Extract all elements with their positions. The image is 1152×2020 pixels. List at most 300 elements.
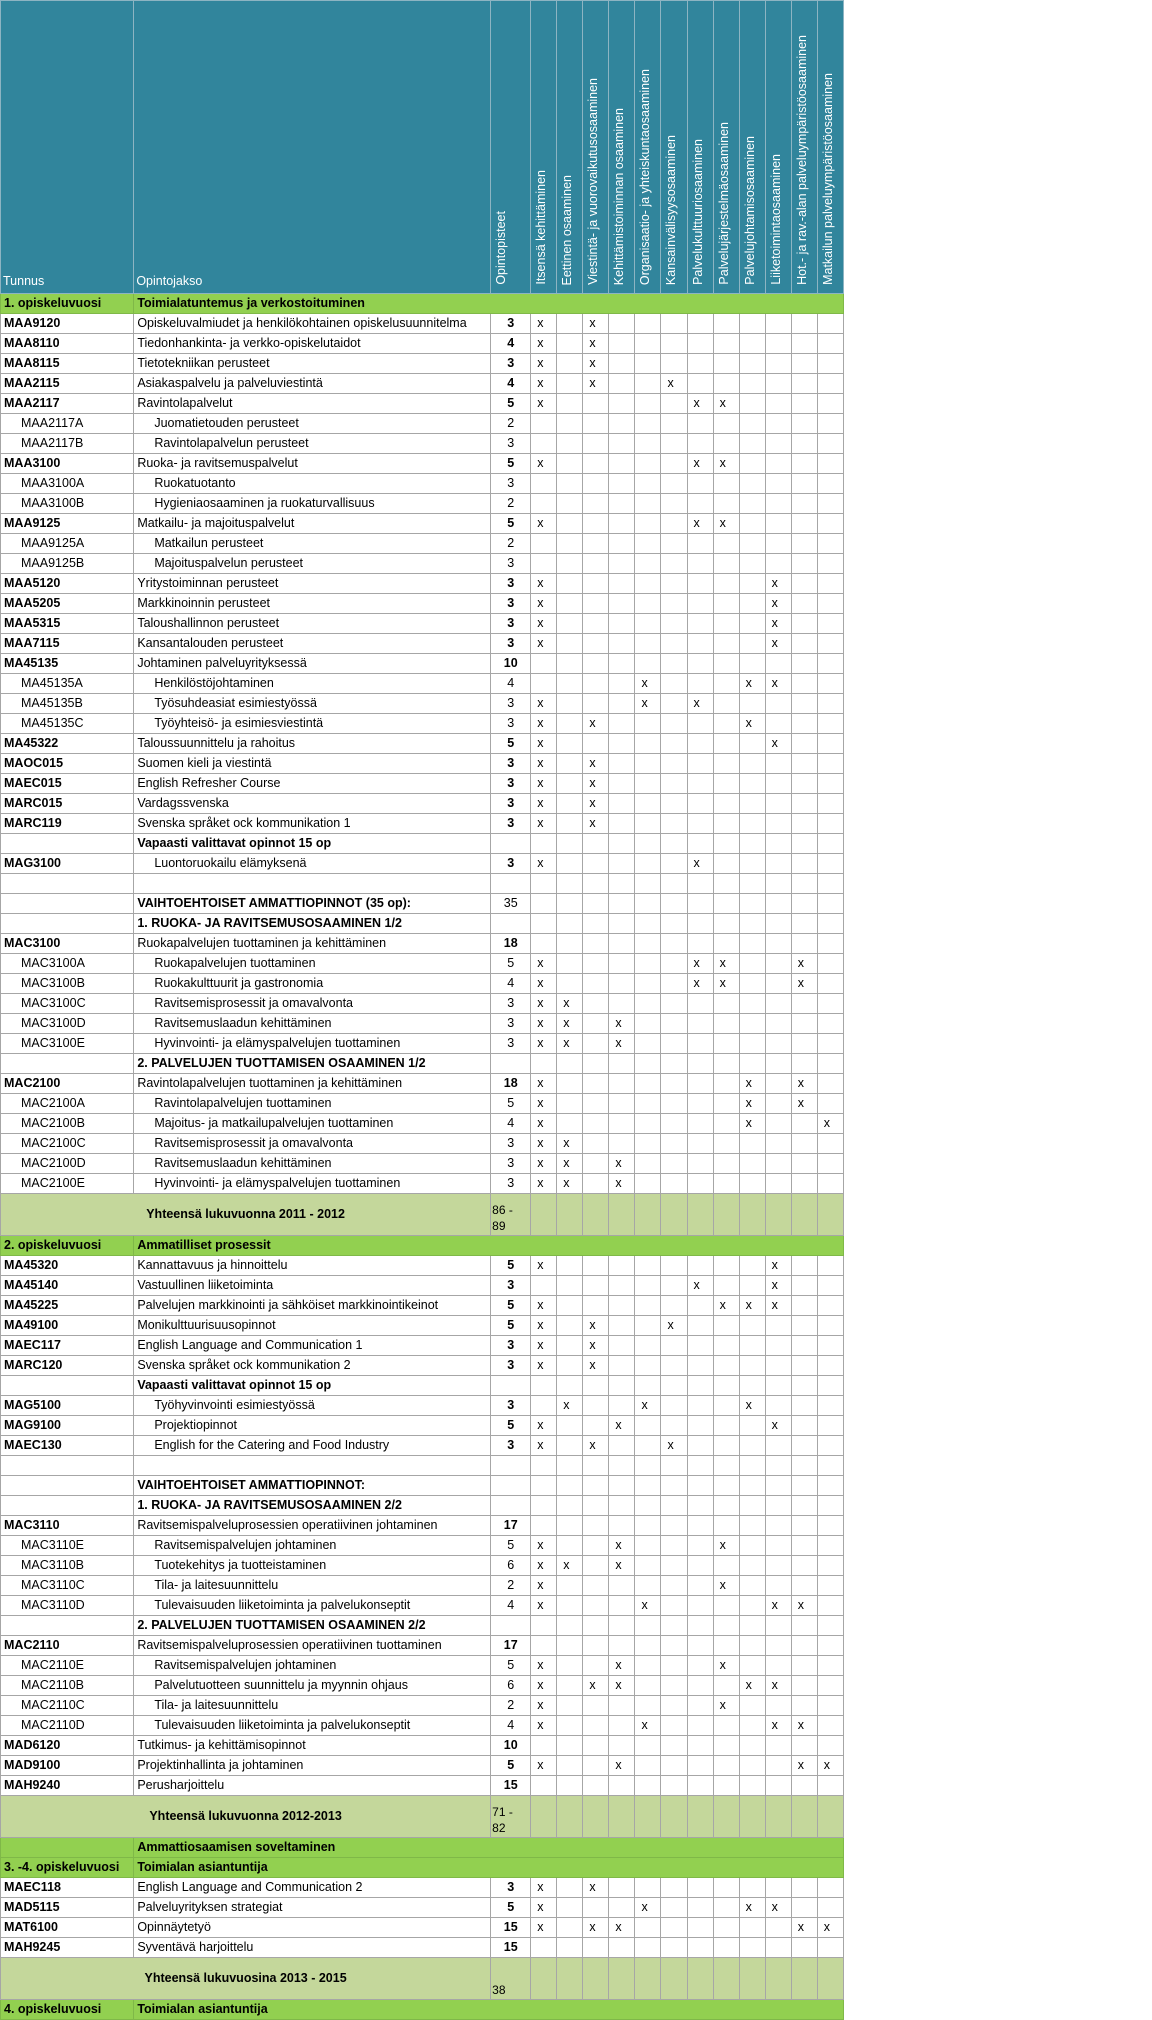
header-competence: Itsensä kehittäminen xyxy=(531,1,557,294)
course-name: Projektinhallinta ja johtaminen xyxy=(134,1756,491,1776)
competence-mark xyxy=(739,1756,765,1776)
competence-mark xyxy=(687,1296,713,1316)
course-row xyxy=(1,314,844,334)
course-name: Tila- ja laitesuunnittelu xyxy=(134,1696,491,1716)
competence-mark xyxy=(635,1014,661,1034)
competence-mark xyxy=(583,1938,609,1958)
competence-mark xyxy=(791,1496,817,1516)
competence-mark xyxy=(817,634,843,654)
competence-mark xyxy=(583,1456,609,1476)
course-credits: 3 xyxy=(491,994,531,1014)
competence-mark xyxy=(635,454,661,474)
course-code: MAC2110C xyxy=(1,1696,134,1716)
competence-mark xyxy=(583,854,609,874)
competence-mark xyxy=(583,1376,609,1396)
course-name: Ravintolapalvelun perusteet xyxy=(134,434,491,454)
course-name: Hyvinvointi- ja elämyspalvelujen tuottaminen xyxy=(134,1174,491,1194)
course-name: 1. RUOKA- JA RAVITSEMUSOSAAMINEN 1/2 xyxy=(134,914,491,934)
competence-mark xyxy=(817,334,843,354)
competence-mark xyxy=(817,1556,843,1576)
competence-mark xyxy=(609,474,635,494)
header-code: Tunnus xyxy=(1,1,134,294)
competence-mark xyxy=(791,1336,817,1356)
competence-mark xyxy=(635,1296,661,1316)
competence-mark xyxy=(583,1014,609,1034)
competence-mark xyxy=(609,694,635,714)
empty-cell xyxy=(557,1194,583,1236)
competence-mark: x xyxy=(531,374,557,394)
competence-mark xyxy=(765,1496,791,1516)
competence-mark xyxy=(817,774,843,794)
empty-cell xyxy=(687,1194,713,1236)
course-credits: 4 xyxy=(491,1114,531,1134)
empty-cell xyxy=(635,1796,661,1838)
competence-mark xyxy=(739,1878,765,1898)
total-row xyxy=(1,1796,844,1838)
competence-mark xyxy=(531,1054,557,1074)
competence-mark xyxy=(791,1114,817,1134)
course-row xyxy=(1,1416,844,1436)
course-row xyxy=(1,1556,844,1576)
course-row xyxy=(1,614,844,634)
competence-mark xyxy=(583,434,609,454)
competence-mark xyxy=(661,1636,687,1656)
competence-mark xyxy=(635,994,661,1014)
course-code: MAC2100 xyxy=(1,1074,134,1094)
competence-mark: x xyxy=(791,1918,817,1938)
course-row xyxy=(1,934,844,954)
competence-mark xyxy=(635,754,661,774)
competence-mark xyxy=(739,734,765,754)
competence-mark xyxy=(635,1776,661,1796)
competence-mark xyxy=(791,1878,817,1898)
competence-mark xyxy=(583,914,609,934)
competence-mark: x xyxy=(765,1296,791,1316)
competence-mark: x xyxy=(531,1256,557,1276)
competence-mark xyxy=(609,1736,635,1756)
competence-mark xyxy=(739,394,765,414)
competence-mark xyxy=(713,1336,739,1356)
competence-mark xyxy=(817,794,843,814)
competence-mark xyxy=(791,1296,817,1316)
course-name: Majoitus- ja matkailupalvelujen tuottaminen xyxy=(134,1114,491,1134)
competence-mark xyxy=(687,714,713,734)
competence-mark xyxy=(739,554,765,574)
competence-mark xyxy=(817,1296,843,1316)
competence-mark xyxy=(557,1456,583,1476)
course-code: MAC2110D xyxy=(1,1716,134,1736)
competence-mark: x xyxy=(557,1174,583,1194)
course-row xyxy=(1,1014,844,1034)
competence-mark xyxy=(661,394,687,414)
competence-mark xyxy=(713,794,739,814)
competence-mark xyxy=(739,1336,765,1356)
competence-mark: x xyxy=(557,994,583,1014)
competence-mark xyxy=(661,714,687,734)
competence-mark xyxy=(557,1376,583,1396)
competence-mark xyxy=(713,694,739,714)
competence-mark xyxy=(609,1356,635,1376)
competence-mark: x xyxy=(531,1898,557,1918)
competence-mark xyxy=(765,994,791,1014)
competence-mark xyxy=(687,1696,713,1716)
competence-mark xyxy=(609,734,635,754)
competence-mark: x xyxy=(609,1756,635,1776)
competence-mark: x xyxy=(583,774,609,794)
competence-mark xyxy=(609,1054,635,1074)
course-row xyxy=(1,794,844,814)
course-code: MAA9125A xyxy=(1,534,134,554)
competence-mark xyxy=(609,894,635,914)
competence-mark xyxy=(661,1496,687,1516)
competence-mark xyxy=(791,754,817,774)
competence-mark xyxy=(609,914,635,934)
course-credits: 3 xyxy=(491,854,531,874)
competence-mark: x xyxy=(739,1074,765,1094)
competence-mark: x xyxy=(531,1336,557,1356)
empty-cell xyxy=(713,1958,739,2000)
course-row xyxy=(1,454,844,474)
empty-cell xyxy=(531,1958,557,2000)
course-row xyxy=(1,1336,844,1356)
competence-mark xyxy=(583,954,609,974)
competence-mark xyxy=(609,1074,635,1094)
competence-mark xyxy=(609,1516,635,1536)
course-credits: 6 xyxy=(491,1676,531,1696)
competence-mark xyxy=(739,594,765,614)
course-code xyxy=(1,1616,134,1636)
course-name: Taloushallinnon perusteet xyxy=(134,614,491,634)
competence-mark xyxy=(661,854,687,874)
competence-mark xyxy=(635,1376,661,1396)
competence-mark xyxy=(765,1878,791,1898)
course-name: Ravitsemispalveluprosessien operatiivinen johtaminen xyxy=(134,1516,491,1536)
course-row xyxy=(1,474,844,494)
competence-mark: x xyxy=(739,1396,765,1416)
course-name: Perusharjoittelu xyxy=(134,1776,491,1796)
course-code: MAA8110 xyxy=(1,334,134,354)
course-row xyxy=(1,514,844,534)
course-code xyxy=(1,1496,134,1516)
competence-mark xyxy=(687,1396,713,1416)
competence-mark xyxy=(791,854,817,874)
competence-mark xyxy=(609,394,635,414)
competence-mark: x xyxy=(531,314,557,334)
competence-mark xyxy=(765,814,791,834)
competence-mark xyxy=(713,1636,739,1656)
course-code: MAD9100 xyxy=(1,1756,134,1776)
competence-mark xyxy=(739,954,765,974)
competence-mark xyxy=(713,474,739,494)
competence-mark xyxy=(583,1276,609,1296)
course-code: MAA9120 xyxy=(1,314,134,334)
competence-mark xyxy=(609,374,635,394)
total-label: Yhteensä lukuvuonna 2012-2013 xyxy=(1,1796,491,1838)
total-label: Yhteensä lukuvuosina 2013 - 2015 xyxy=(1,1958,491,2000)
course-row xyxy=(1,814,844,834)
competence-mark: x xyxy=(713,394,739,414)
competence-mark xyxy=(557,814,583,834)
course-credits: 3 xyxy=(491,754,531,774)
section-year: 3. -4. opiskeluvuosi xyxy=(1,1858,134,1878)
course-name: Työhyvinvointi esimiestyössä xyxy=(134,1396,491,1416)
competence-mark xyxy=(817,1716,843,1736)
competence-mark: x xyxy=(557,1014,583,1034)
competence-mark xyxy=(583,654,609,674)
course-credits: 3 xyxy=(491,1174,531,1194)
course-row xyxy=(1,1174,844,1194)
competence-mark: x xyxy=(531,1094,557,1114)
course-credits xyxy=(491,1376,531,1396)
competence-mark xyxy=(557,1496,583,1516)
empty-cell xyxy=(635,1194,661,1236)
course-code: MAH9245 xyxy=(1,1938,134,1958)
competence-mark xyxy=(739,354,765,374)
course-name: 2. PALVELUJEN TUOTTAMISEN OSAAMINEN 2/2 xyxy=(134,1616,491,1636)
competence-mark xyxy=(583,1256,609,1276)
competence-mark xyxy=(557,1054,583,1074)
competence-mark xyxy=(765,1356,791,1376)
competence-mark xyxy=(817,954,843,974)
course-row xyxy=(1,994,844,1014)
header-competence: Palvelujohtamisosaaminen xyxy=(739,1,765,294)
course-row xyxy=(1,414,844,434)
competence-mark xyxy=(583,574,609,594)
competence-mark: x xyxy=(609,1656,635,1676)
competence-mark: x xyxy=(635,1898,661,1918)
competence-mark xyxy=(791,774,817,794)
competence-mark xyxy=(687,1898,713,1918)
competence-mark xyxy=(817,834,843,854)
competence-mark: x xyxy=(531,1154,557,1174)
competence-mark xyxy=(609,1456,635,1476)
empty-cell xyxy=(557,1958,583,2000)
competence-mark xyxy=(817,1154,843,1174)
course-name: Tuotekehitys ja tuotteistaminen xyxy=(134,1556,491,1576)
competence-mark xyxy=(583,474,609,494)
competence-mark xyxy=(661,1416,687,1436)
competence-mark: x xyxy=(817,1918,843,1938)
competence-mark xyxy=(739,1496,765,1516)
competence-mark xyxy=(765,534,791,554)
competence-mark xyxy=(791,614,817,634)
competence-mark xyxy=(791,314,817,334)
competence-mark xyxy=(557,374,583,394)
course-name: Johtaminen palveluyrityksessä xyxy=(134,654,491,674)
competence-mark xyxy=(557,1316,583,1336)
course-name: Ruokapalvelujen tuottaminen xyxy=(134,954,491,974)
course-credits xyxy=(491,1456,531,1476)
competence-mark xyxy=(739,474,765,494)
header-competence: Palvelujärjestelmäosaaminen xyxy=(713,1,739,294)
competence-mark xyxy=(661,614,687,634)
label-row xyxy=(1,1476,844,1496)
competence-mark xyxy=(557,1336,583,1356)
competence-mark xyxy=(791,1516,817,1536)
competence-mark xyxy=(713,1054,739,1074)
competence-mark xyxy=(635,374,661,394)
competence-mark xyxy=(713,1094,739,1114)
competence-mark xyxy=(609,654,635,674)
course-code: MAA3100B xyxy=(1,494,134,514)
competence-mark xyxy=(635,654,661,674)
competence-mark xyxy=(635,1276,661,1296)
competence-mark xyxy=(739,1014,765,1034)
competence-mark xyxy=(661,434,687,454)
competence-mark xyxy=(635,1636,661,1656)
competence-mark xyxy=(609,574,635,594)
competence-mark xyxy=(661,1336,687,1356)
competence-mark xyxy=(713,1174,739,1194)
course-name: VAIHTOEHTOISET AMMATTIOPINNOT (35 op): xyxy=(134,894,491,914)
competence-mark xyxy=(817,1696,843,1716)
competence-mark xyxy=(609,774,635,794)
course-code: MA45135 xyxy=(1,654,134,674)
competence-mark xyxy=(609,814,635,834)
competence-mark xyxy=(765,1756,791,1776)
competence-mark: x xyxy=(531,1536,557,1556)
competence-mark xyxy=(765,1154,791,1174)
competence-mark xyxy=(661,1296,687,1316)
competence-mark: x xyxy=(687,694,713,714)
competence-mark xyxy=(765,1516,791,1536)
competence-mark xyxy=(739,1716,765,1736)
section-title: Ammatilliset prosessit xyxy=(134,1236,844,1256)
competence-mark xyxy=(791,1316,817,1336)
course-name: 1. RUOKA- JA RAVITSEMUSOSAAMINEN 2/2 xyxy=(134,1496,491,1516)
competence-mark xyxy=(817,574,843,594)
competence-mark: x xyxy=(531,594,557,614)
competence-mark xyxy=(791,354,817,374)
competence-mark xyxy=(661,1154,687,1174)
empty-cell xyxy=(557,1796,583,1838)
empty-cell xyxy=(765,1796,791,1838)
course-credits: 6 xyxy=(491,1556,531,1576)
competence-mark xyxy=(713,1496,739,1516)
header-competence: Kehittämistoiminnan osaaminen xyxy=(609,1,635,294)
course-row xyxy=(1,974,844,994)
course-name: Palvelutuotteen suunnittelu ja myynnin ohjaus xyxy=(134,1676,491,1696)
course-credits: 15 xyxy=(491,1938,531,1958)
competence-mark xyxy=(609,1396,635,1416)
course-name: Ruokatuotanto xyxy=(134,474,491,494)
competence-mark xyxy=(817,814,843,834)
competence-mark xyxy=(609,1878,635,1898)
competence-mark xyxy=(817,1636,843,1656)
competence-mark xyxy=(635,894,661,914)
competence-mark xyxy=(635,554,661,574)
competence-mark xyxy=(739,1356,765,1376)
course-credits: 15 xyxy=(491,1918,531,1938)
competence-mark xyxy=(609,1114,635,1134)
competence-mark xyxy=(687,1776,713,1796)
competence-mark: x xyxy=(817,1756,843,1776)
competence-mark xyxy=(687,434,713,454)
competence-mark xyxy=(531,534,557,554)
competence-mark: x xyxy=(531,514,557,534)
competence-mark: x xyxy=(583,1878,609,1898)
course-code xyxy=(1,874,134,894)
competence-mark xyxy=(583,1496,609,1516)
competence-mark xyxy=(635,714,661,734)
competence-mark: x xyxy=(713,1576,739,1596)
competence-mark xyxy=(687,474,713,494)
empty-cell xyxy=(739,1194,765,1236)
competence-mark xyxy=(713,1376,739,1396)
course-row xyxy=(1,1316,844,1336)
course-row xyxy=(1,1396,844,1416)
course-code xyxy=(1,1476,134,1496)
competence-mark xyxy=(739,1636,765,1656)
course-credits: 3 xyxy=(491,794,531,814)
competence-mark xyxy=(687,1316,713,1336)
competence-mark xyxy=(531,874,557,894)
competence-mark xyxy=(531,1636,557,1656)
course-code: MAC2100B xyxy=(1,1114,134,1134)
competence-mark xyxy=(531,1276,557,1296)
course-name: Juomatietouden perusteet xyxy=(134,414,491,434)
competence-mark xyxy=(635,1034,661,1054)
competence-mark xyxy=(661,1938,687,1958)
competence-mark xyxy=(557,1776,583,1796)
competence-mark xyxy=(713,1756,739,1776)
competence-mark xyxy=(687,1416,713,1436)
course-code: MAT6100 xyxy=(1,1918,134,1938)
competence-mark xyxy=(791,1576,817,1596)
competence-mark xyxy=(739,1696,765,1716)
section-year: 2. opiskeluvuosi xyxy=(1,1236,134,1256)
course-code: MARC015 xyxy=(1,794,134,814)
competence-mark xyxy=(661,554,687,574)
course-credits: 5 xyxy=(491,1296,531,1316)
competence-mark xyxy=(661,974,687,994)
competence-mark xyxy=(609,1636,635,1656)
competence-mark xyxy=(557,414,583,434)
competence-mark xyxy=(765,1396,791,1416)
competence-mark xyxy=(661,1918,687,1938)
empty-cell xyxy=(817,1194,843,1236)
competence-mark xyxy=(687,1376,713,1396)
competence-mark xyxy=(687,1676,713,1696)
competence-mark xyxy=(739,1536,765,1556)
competence-mark xyxy=(817,614,843,634)
competence-mark: x xyxy=(765,1898,791,1918)
course-row xyxy=(1,1296,844,1316)
course-row xyxy=(1,554,844,574)
competence-mark xyxy=(557,674,583,694)
competence-mark xyxy=(713,1396,739,1416)
competence-mark xyxy=(739,1736,765,1756)
competence-mark xyxy=(609,614,635,634)
competence-mark xyxy=(817,534,843,554)
section-year: 1. opiskeluvuosi xyxy=(1,294,134,314)
empty-cell xyxy=(791,1796,817,1838)
label-row xyxy=(1,914,844,934)
course-row xyxy=(1,1776,844,1796)
competence-mark xyxy=(531,1456,557,1476)
course-credits: 5 xyxy=(491,514,531,534)
competence-mark xyxy=(557,1676,583,1696)
course-code: MAC3100E xyxy=(1,1034,134,1054)
course-code xyxy=(1,834,134,854)
competence-mark: x xyxy=(583,374,609,394)
competence-mark xyxy=(583,1898,609,1918)
course-name: Matkailun perusteet xyxy=(134,534,491,554)
competence-mark xyxy=(739,1456,765,1476)
competence-mark xyxy=(661,334,687,354)
course-name: Vardagssvenska xyxy=(134,794,491,814)
course-name: Ravitsemisprosessit ja omavalvonta xyxy=(134,994,491,1014)
